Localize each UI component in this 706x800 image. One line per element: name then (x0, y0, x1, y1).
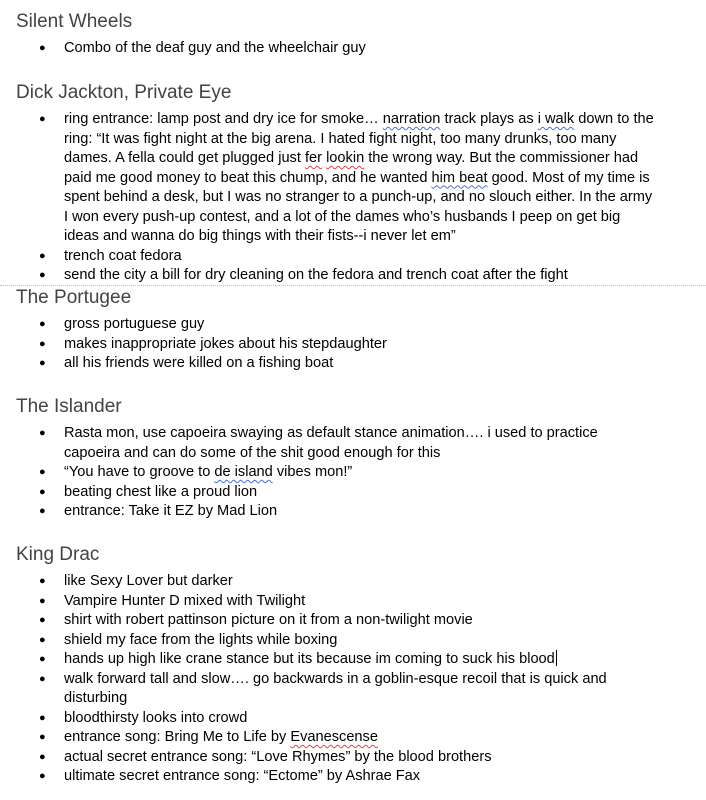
list-item: ● gross portuguese guy (0, 315, 706, 335)
list-item: ● like Sexy Lover but darker (0, 572, 706, 592)
list-item: ● entrance song: Bring Me to Life by Evanescense (0, 728, 706, 748)
list-item: ● shirt with robert pattinson picture on it from a non-twilight movie (0, 611, 706, 631)
list-item: ● walk forward tall and slow…. go backwards in a goblin-esque recoil that is quick and disturbing (39, 670, 607, 706)
list-item: ● Rasta mon, use capoeira swaying as default stance animation…. i used to practice capoeira and can do some of the shit good enough for this (39, 425, 598, 461)
bullet-icon: ● (39, 466, 46, 478)
heading-silent-wheels: Silent Wheels (16, 11, 133, 32)
spellcheck-word[interactable]: lookin (326, 150, 365, 166)
list-item: ● send the city a bill for dry cleaning on the fedora and trench coat after the fight (0, 266, 706, 286)
heading-the-portugee: The Portugee (16, 287, 132, 308)
list-item: ● beating chest like a proud lion (0, 483, 706, 503)
list-item: ● Combo of the deaf guy and the wheelchair guy (0, 39, 706, 59)
page-break-divider (0, 285, 706, 286)
list-item: ● Vampire Hunter D mixed with Twilight (0, 592, 706, 612)
list-item: ● all his friends were killed on a fishing boat (0, 354, 706, 374)
list-item: ● ring entrance: lamp post and dry ice for smoke… narration track plays as i walk down to the ring: “It was fight night at the big arena. I hated fight night, too many drunks, too many dames. A fella could get plugged just fer lookin the wrong way. But the commissioner had paid me good money to beat this chump, and he wanted him beat good. Most of my time is spent behind a desk, but I was no stranger to a punch-up, and no slouch either. In the army I won every push-up contest, and a lot of the dames who’s husbands I peep on get big ideas and wanna do big things with their fists--i never let em” (39, 111, 654, 244)
bullet-icon: ● (39, 633, 46, 646)
list-the-islander (0, 424, 706, 522)
list-item: ● shield my face from the lights while boxing (0, 631, 706, 651)
list-silent-wheels (0, 39, 706, 59)
list-item: ● bloodthirsty looks into crowd (0, 709, 706, 729)
spellcheck-word[interactable]: de island (214, 464, 273, 480)
bullet-icon: ● (39, 337, 46, 350)
bullet-icon: ● (39, 42, 46, 54)
bullet-icon: ● (39, 427, 46, 439)
bullet-icon: ● (39, 318, 46, 330)
heading-dick-jackton: Dick Jackton, Private Eye (16, 82, 232, 103)
bullet-icon: ● (39, 575, 46, 587)
bullet-icon: ● (39, 269, 46, 281)
text-cursor (556, 650, 557, 666)
list-item: ● hands up high like crane stance but its because im coming to suck his blood (0, 650, 706, 670)
bullet-icon: ● (39, 594, 46, 607)
bullet-icon: ● (39, 672, 46, 685)
list-item: ● makes inappropriate jokes about his stepdaughter (0, 335, 706, 355)
bullet-icon: ● (39, 614, 46, 626)
list-the-portugee (0, 315, 706, 374)
heading-king-drac: King Drac (16, 544, 100, 565)
bullet-icon: ● (39, 653, 46, 665)
heading-the-islander: The Islander (16, 396, 122, 417)
spellcheck-word[interactable]: narration (382, 111, 441, 127)
bullet-icon: ● (39, 711, 46, 724)
list-item: ● actual secret entrance song: “Love Rhymes” by the blood brothers (0, 748, 706, 768)
bullet-icon: ● (39, 750, 46, 763)
list-king-drac (0, 572, 706, 787)
spellcheck-word[interactable]: Evanescense (290, 729, 378, 745)
list-item: ● “You have to groove to de island vibes mon!” (0, 463, 706, 483)
spellcheck-word[interactable]: fer (304, 150, 322, 166)
list-item: ● ultimate secret entrance song: “Ectome” by Ashrae Fax (0, 767, 706, 787)
bullet-icon: ● (39, 357, 46, 369)
bullet-icon: ● (39, 505, 46, 517)
bullet-icon: ● (39, 113, 46, 125)
list-item: ● trench coat fedora (0, 247, 706, 267)
list-item: ● entrance: Take it EZ by Mad Lion (0, 502, 706, 522)
bullet-icon: ● (39, 731, 46, 743)
spellcheck-word[interactable]: i walk (537, 111, 575, 127)
spellcheck-word[interactable]: him beat (431, 169, 488, 186)
bullet-icon: ● (39, 249, 46, 262)
bullet-icon: ● (39, 485, 46, 498)
bullet-icon: ● (39, 770, 46, 782)
list-dick-jackton (0, 110, 706, 286)
